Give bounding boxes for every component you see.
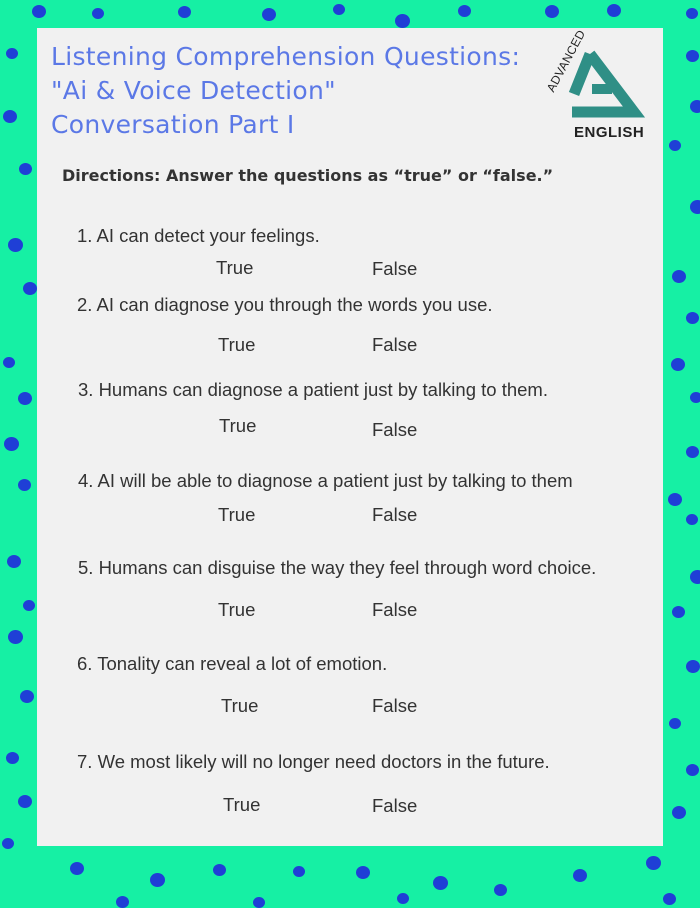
decorative-dot [213,864,226,876]
decorative-dot [669,140,681,151]
decorative-dot [686,8,698,19]
q2-false-option[interactable]: False [372,334,418,355]
q7-true-option[interactable]: True [223,794,261,815]
page-title [51,40,520,142]
q3-true-option[interactable]: True [219,415,257,436]
decorative-dot [686,514,698,525]
title-line-1: Listening Comprehension Questions: [51,42,521,71]
decorative-dot [573,869,587,882]
decorative-dot [23,282,37,295]
decorative-dot [686,764,699,776]
decorative-dot [494,884,507,896]
decorative-dot [686,50,699,62]
decorative-dot [6,752,19,764]
q7-false-option[interactable]: False [372,795,418,816]
question-3: 3. Humans can diagnose a patient just by talking to them. [78,379,548,400]
decorative-dot [672,806,686,819]
decorative-dot [690,200,700,214]
decorative-dot [8,238,23,252]
decorative-dot [669,718,681,729]
q1-false-option[interactable]: False [372,258,418,279]
q5-true-option[interactable]: True [218,599,256,620]
decorative-dot [7,555,21,568]
decorative-dot [20,690,34,703]
decorative-dot [663,893,676,905]
decorative-dot [672,270,686,283]
decorative-dot [672,606,685,618]
decorative-dot [70,862,84,875]
decorative-dot [690,100,700,113]
decorative-dot [333,4,345,15]
decorative-dot [23,600,35,611]
q5-false-option[interactable]: False [372,599,418,620]
title-line-3: Conversation Part I [51,110,295,139]
decorative-dot [6,48,18,59]
q1-true-option[interactable]: True [216,257,254,278]
q6-true-option[interactable]: True [221,695,259,716]
advanced-english-logo [543,27,652,142]
q4-false-option[interactable]: False [372,504,418,525]
decorative-dot [3,110,17,123]
question-1: 1. AI can detect your feelings. [77,225,320,246]
q2-true-option[interactable]: True [218,334,256,355]
decorative-dot [3,357,15,368]
decorative-dot [18,392,32,405]
decorative-dot [18,479,31,491]
decorative-dot [395,14,410,28]
question-5: 5. Humans can disguise the way they feel through word choice. [78,557,597,578]
decorative-dot [686,312,699,324]
q4-true-option[interactable]: True [218,504,256,525]
decorative-dot [545,5,559,18]
question-2: 2. AI can diagnose you through the words you use. [77,294,493,315]
decorative-dot [253,897,265,908]
decorative-dot [397,893,409,904]
worksheet [37,28,663,846]
question-4: 4. AI will be able to diagnose a patient just by talking to them [78,470,573,491]
decorative-dot [18,795,32,808]
decorative-dot [458,5,471,17]
decorative-dot [293,866,305,877]
decorative-dot [356,866,370,879]
directions: Directions: Answer the questions as “true” or “false.” [62,166,554,185]
q3-false-option[interactable]: False [372,419,418,440]
decorative-dot [686,660,700,673]
decorative-dot [668,493,682,506]
decorative-dot [32,5,46,18]
decorative-dot [646,856,661,870]
decorative-dot [690,392,700,403]
logo-english-text: ENGLISH [574,124,645,141]
decorative-dot [92,8,104,19]
decorative-dot [4,437,19,451]
question-6: 6. Tonality can reveal a lot of emotion. [77,653,388,674]
decorative-dot [8,630,23,644]
q6-false-option[interactable]: False [372,695,418,716]
decorative-dot [433,876,448,890]
decorative-dot [262,8,276,21]
decorative-dot [2,838,14,849]
decorative-dot [690,570,700,584]
decorative-dot [671,358,685,371]
decorative-dot [178,6,191,18]
question-7: 7. We most likely will no longer need doctors in the future. [77,751,550,772]
decorative-dot [150,873,165,887]
title-line-2: "Ai & Voice Detection" [51,76,336,105]
decorative-dot [116,896,129,908]
decorative-dot [607,4,621,17]
decorative-dot [686,446,699,458]
decorative-dot [19,163,32,175]
logo-advanced-text: ADVANCED [543,27,589,95]
